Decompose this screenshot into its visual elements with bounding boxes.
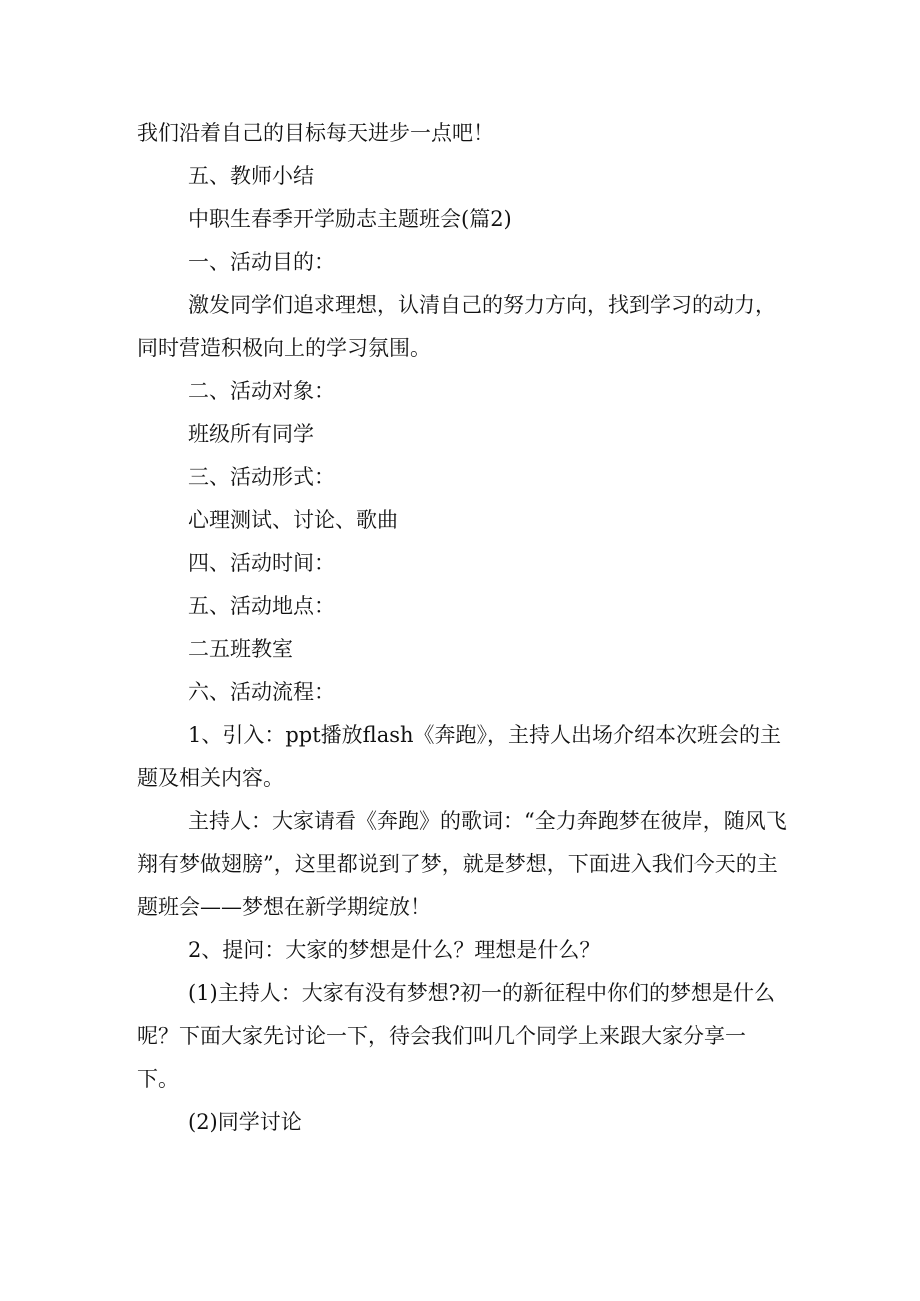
section-heading-purpose: 一、活动目的：	[188, 250, 335, 274]
paragraph-purpose: 激发同学们追求理想，认清自己的努力方向，找到学习的动力，同时营造积极向上的学习氛围。	[137, 293, 776, 360]
paragraph-host-intro: 主持人：大家请看《奔跑》的歌词：“全力奔跑梦在彼岸，随风飞翔有梦做翅膀”，这里都说到了梦，就是梦想，下面进入我们今天的主题班会——梦想在新学期绽放！	[137, 809, 787, 919]
section-heading-process: 六、活动流程：	[188, 680, 335, 704]
paragraph-location: 二五班教室	[188, 637, 293, 661]
paragraph-step-2: 2、提问：大家的梦想是什么？理想是什么？	[188, 938, 601, 962]
paragraph-step-2-1: (1)主持人：大家有没有梦想?初一的新征程中你们的梦想是什么呢？下面大家先讨论一下，待会我们叫几个同学上来跟大家分享一下。	[137, 981, 776, 1091]
section-heading-audience: 二、活动对象：	[188, 379, 335, 403]
section-heading-teacher-summary: 五、教师小结	[188, 164, 314, 188]
document-body	[137, 112, 787, 1144]
article-title: 中职生春季开学励志主题班会(篇2)	[188, 207, 512, 231]
paragraph-step-1: 1、引入：ppt播放flash《奔跑》，主持人出场介绍本次班会的主题及相关内容。	[137, 723, 782, 790]
paragraph-step-2-2: (2)同学讨论	[188, 1110, 302, 1134]
section-heading-location: 五、活动地点：	[188, 594, 335, 618]
section-heading-format: 三、活动形式：	[188, 465, 335, 489]
paragraph-format: 心理测试、讨论、歌曲	[188, 508, 398, 532]
section-heading-time: 四、活动时间：	[188, 551, 335, 575]
closing-sentence: 我们沿着自己的目标每天进步一点吧！	[137, 121, 494, 145]
paragraph-audience: 班级所有同学	[188, 422, 314, 446]
